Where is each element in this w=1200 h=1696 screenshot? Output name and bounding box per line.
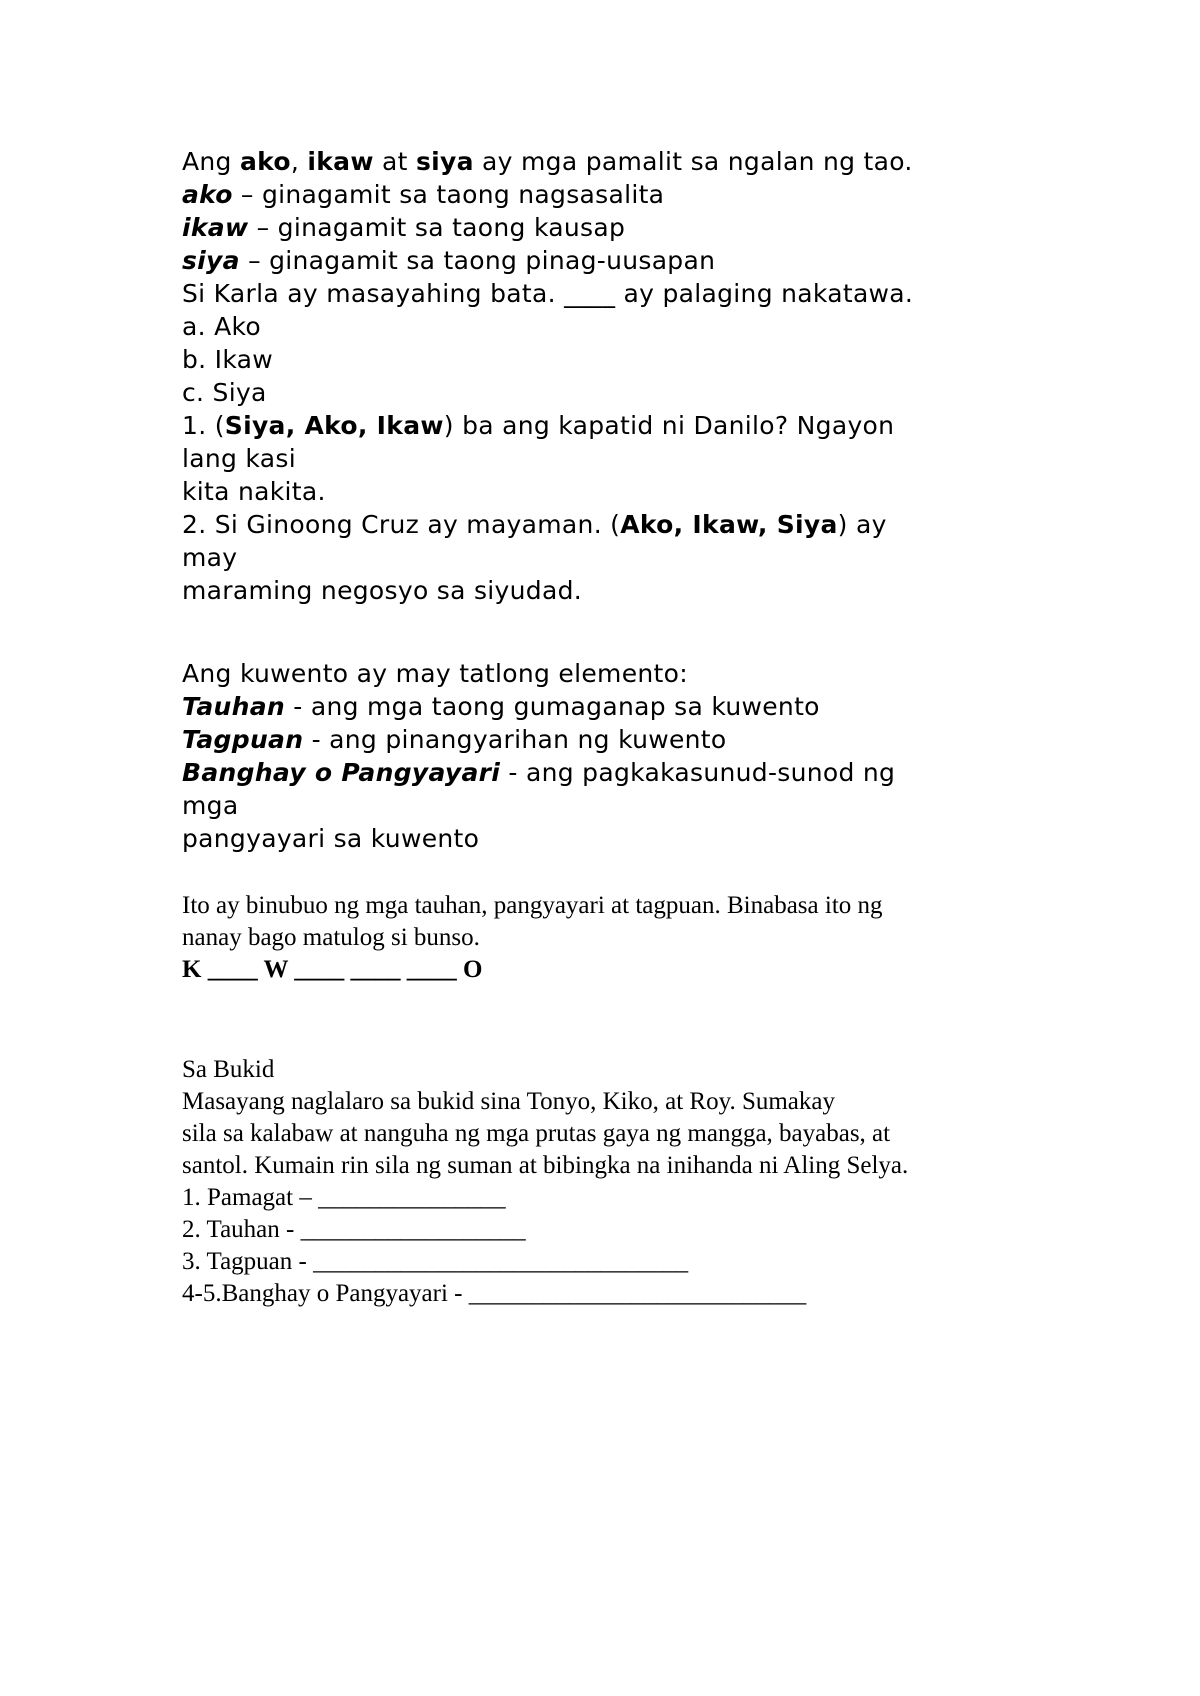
text: 2. Si Ginoong Cruz ay mayaman. ( — [182, 510, 621, 539]
term-banghay: Banghay o Pangyayari — [182, 758, 501, 787]
question-2-line-3: maraming negosyo sa siyudad. — [182, 576, 582, 605]
story-line-3: santol. Kumain rin sila ng suman at bibingka na inihanda ni Aling Selya. — [182, 1152, 909, 1179]
elements-intro: Ang kuwento ay may tatlong elemento: — [182, 659, 688, 688]
story-title: Sa Bukid — [182, 1056, 275, 1083]
question-1-options: Siya, Ako, Ikaw — [224, 411, 444, 440]
definition-ako — [182, 179, 664, 211]
story-question-pamagat: 1. Pamagat – _______________ — [182, 1184, 506, 1211]
term-ikaw: ikaw — [182, 213, 249, 242]
term-tauhan: Tauhan — [182, 692, 286, 721]
definition-siya — [182, 245, 715, 277]
choice-b: b. Ikaw — [182, 345, 274, 374]
term-tagpuan: Tagpuan — [182, 725, 304, 754]
definition-text: – ginagamit sa taong kausap — [248, 213, 626, 242]
text: , — [290, 147, 308, 176]
riddle-line-2: nanay bago matulog si bunso. — [182, 924, 480, 951]
story-question-banghay: 4-5.Banghay o Pangyayari - ___________________________ — [182, 1280, 807, 1307]
element-tauhan — [182, 691, 820, 723]
definition-ikaw — [182, 212, 625, 244]
element-banghay — [182, 757, 895, 789]
text: Ang — [182, 147, 240, 176]
story-line-1: Masayang naglalaro sa bukid sina Tonyo, Kiko, at Roy. Sumakay — [182, 1088, 836, 1115]
text: ay mga pamalit sa ngalan ng tao. — [473, 147, 913, 176]
term-siya: siya — [182, 246, 240, 275]
definition-text: – ginagamit sa taong pinag-uusapan — [239, 246, 716, 275]
text: ) ay — [837, 510, 887, 539]
pronoun-intro — [182, 146, 913, 178]
choice-c: c. Siya — [182, 378, 267, 407]
riddle-answer: K ____ W ____ ____ ____ O — [182, 956, 483, 983]
question-1-line-2: lang kasi — [182, 444, 296, 473]
question-2 — [182, 509, 887, 541]
story-question-tagpuan: 3. Tagpuan - ______________________________ — [182, 1248, 689, 1275]
riddle-line-1: Ito ay binubuo ng mga tauhan, pangyayari at tagpuan. Binabasa ito ng — [182, 892, 883, 919]
story-line-2: sila sa kalabaw at nanguha ng mga prutas gaya ng mangga, bayabas, at — [182, 1120, 891, 1147]
question-1-line-3: kita nakita. — [182, 477, 326, 506]
element-tagpuan — [182, 724, 727, 756]
example-sentence: Si Karla ay masayahing bata. ____ ay palaging nakatawa. — [182, 279, 914, 308]
definition-text: - ang pagkakasunud-sunod ng — [500, 758, 896, 787]
definition-text: – ginagamit sa taong nagsasalita — [232, 180, 665, 209]
bold-siya: siya — [415, 147, 474, 176]
question-2-options: Ako, Ikaw, Siya — [620, 510, 838, 539]
question-2-line-2: may — [182, 543, 238, 572]
bold-ikaw: ikaw — [307, 147, 374, 176]
text: ) ba ang kapatid ni Danilo? Ngayon — [443, 411, 895, 440]
text: at — [373, 147, 416, 176]
choice-a: a. Ako — [182, 312, 261, 341]
element-banghay-line-2: mga — [182, 791, 239, 820]
text: 1. ( — [182, 411, 225, 440]
definition-text: - ang pinangyarihan ng kuwento — [303, 725, 727, 754]
bold-ako: ako — [239, 147, 291, 176]
definition-text: - ang mga taong gumaganap sa kuwento — [285, 692, 820, 721]
question-1 — [182, 410, 894, 442]
story-question-tauhan: 2. Tauhan - __________________ — [182, 1216, 526, 1243]
term-ako: ako — [182, 180, 233, 209]
element-banghay-line-3: pangyayari sa kuwento — [182, 824, 480, 853]
